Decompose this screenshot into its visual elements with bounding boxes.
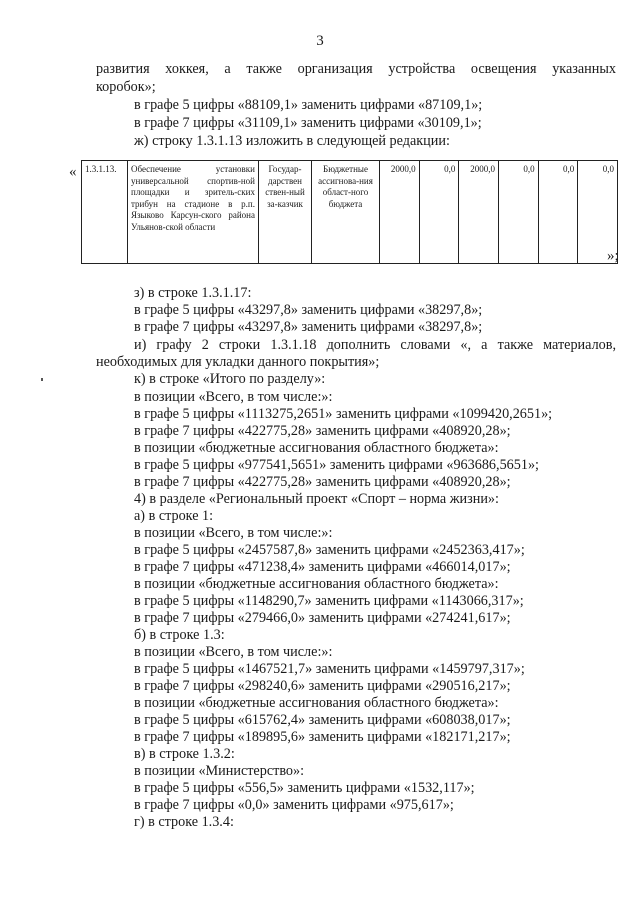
instruction-line: в) в строке 1.3.2: — [134, 746, 235, 762]
row-value-cell: 0,0 — [419, 161, 459, 264]
paragraph-line: необходимых для укладки данного покрытия»; — [96, 354, 380, 370]
row-organization-cell: Государ-дарствен ствен-ный за-казчик — [259, 161, 312, 264]
paragraph-line: и) графу 2 строки 1.3.1.18 дополнить словами «, а также материалов, — [134, 337, 616, 353]
table-row — [82, 161, 618, 264]
instruction-line: з) в строке 1.3.1.17: — [134, 285, 252, 301]
row-value-cell: 0,0 — [538, 161, 578, 264]
instruction-line: в графе 5 цифры «977541,5651» заменить цифрами «963686,5651»; — [134, 457, 539, 473]
instruction-line: в графе 5 цифры «1467521,7» заменить цифрами «1459797,317»; — [134, 661, 525, 677]
row-code-cell: 1.3.1.13. — [82, 161, 128, 264]
instruction-line: в графе 5 цифры «88109,1» заменить цифрами «87109,1»; — [134, 97, 483, 113]
instruction-line: б) в строке 1.3: — [134, 627, 225, 643]
instruction-line: в графе 5 цифры «556,5» заменить цифрами «1532,117»; — [134, 780, 475, 796]
instruction-line: в графе 5 цифры «1148290,7» заменить цифрами «1143066,317»; — [134, 593, 524, 609]
instruction-line: в графе 7 цифры «298240,6» заменить цифрами «290516,217»; — [134, 678, 511, 694]
instruction-line: в графе 5 цифры «615762,4» заменить цифрами «608038,017»; — [134, 712, 511, 728]
table-close-quote: »; — [607, 248, 619, 264]
scan-speck — [41, 378, 43, 381]
instruction-line: в позиции «Всего, в том числе:»: — [134, 389, 333, 405]
table-open-quote: « — [69, 164, 77, 180]
paragraph-line: развития хоккея, а также организация устройства освещения указанных — [96, 61, 616, 77]
instruction-line: в графе 7 цифры «471238,4» заменить цифрами «466014,017»; — [134, 559, 511, 575]
instruction-line: в графе 7 цифры «0,0» заменить цифрами «975,617»; — [134, 797, 454, 813]
instruction-line: г) в строке 1.3.4: — [134, 814, 234, 830]
row-source-cell: Бюджетные ассигнова-ния област-ного бюджета — [312, 161, 380, 264]
row-name-cell: Обеспечение установки универсальной спортив-ной площадки и зритель-ских трибун на стадионе в р.п. Языково Карсун-ского района Ульянов-ской области — [128, 161, 259, 264]
row-value-cell: 2000,0 — [380, 161, 420, 264]
paragraph-line: коробок»; — [96, 79, 156, 95]
instruction-line: в графе 7 цифры «422775,28» заменить цифрами «408920,28»; — [134, 474, 511, 490]
instruction-line: в графе 5 цифры «1113275,2651» заменить цифрами «1099420,2651»; — [134, 406, 553, 422]
instruction-line: в графе 7 цифры «189895,6» заменить цифрами «182171,217»; — [134, 729, 511, 745]
instruction-line: в графе 7 цифры «43297,8» заменить цифрами «38297,8»; — [134, 319, 483, 335]
instruction-line: в позиции «бюджетные ассигнования областного бюджета»: — [134, 576, 499, 592]
instruction-line: в графе 5 цифры «43297,8» заменить цифрами «38297,8»; — [134, 302, 483, 318]
page-number: 3 — [316, 33, 324, 49]
instruction-line: а) в строке 1: — [134, 508, 214, 524]
instruction-line: в графе 7 цифры «422775,28» заменить цифрами «408920,28»; — [134, 423, 511, 439]
instruction-line: в позиции «Всего, в том числе:»: — [134, 644, 333, 660]
budget-table — [81, 160, 618, 264]
row-value-cell: 2000,0 — [459, 161, 499, 264]
row-value-cell: 0,0 — [498, 161, 538, 264]
instruction-line: в позиции «Министерство»: — [134, 763, 305, 779]
instruction-line: в позиции «бюджетные ассигнования областного бюджета»: — [134, 695, 499, 711]
instruction-line: в позиции «бюджетные ассигнования областного бюджета»: — [134, 440, 499, 456]
instruction-line: ж) строку 1.3.1.13 изложить в следующей редакции: — [134, 133, 450, 149]
instruction-line: в графе 7 цифры «279466,0» заменить цифрами «274241,617»; — [134, 610, 511, 626]
instruction-line: в позиции «Всего, в том числе:»: — [134, 525, 333, 541]
row-value-cell: 0,0 — [578, 161, 618, 264]
section-heading-line: 4) в разделе «Региональный проект «Спорт – норма жизни»: — [134, 491, 499, 507]
instruction-line: к) в строке «Итого по разделу»: — [134, 371, 326, 387]
instruction-line: в графе 7 цифры «31109,1» заменить цифрами «30109,1»; — [134, 115, 482, 131]
instruction-line: в графе 5 цифры «2457587,8» заменить цифрами «2452363,417»; — [134, 542, 525, 558]
